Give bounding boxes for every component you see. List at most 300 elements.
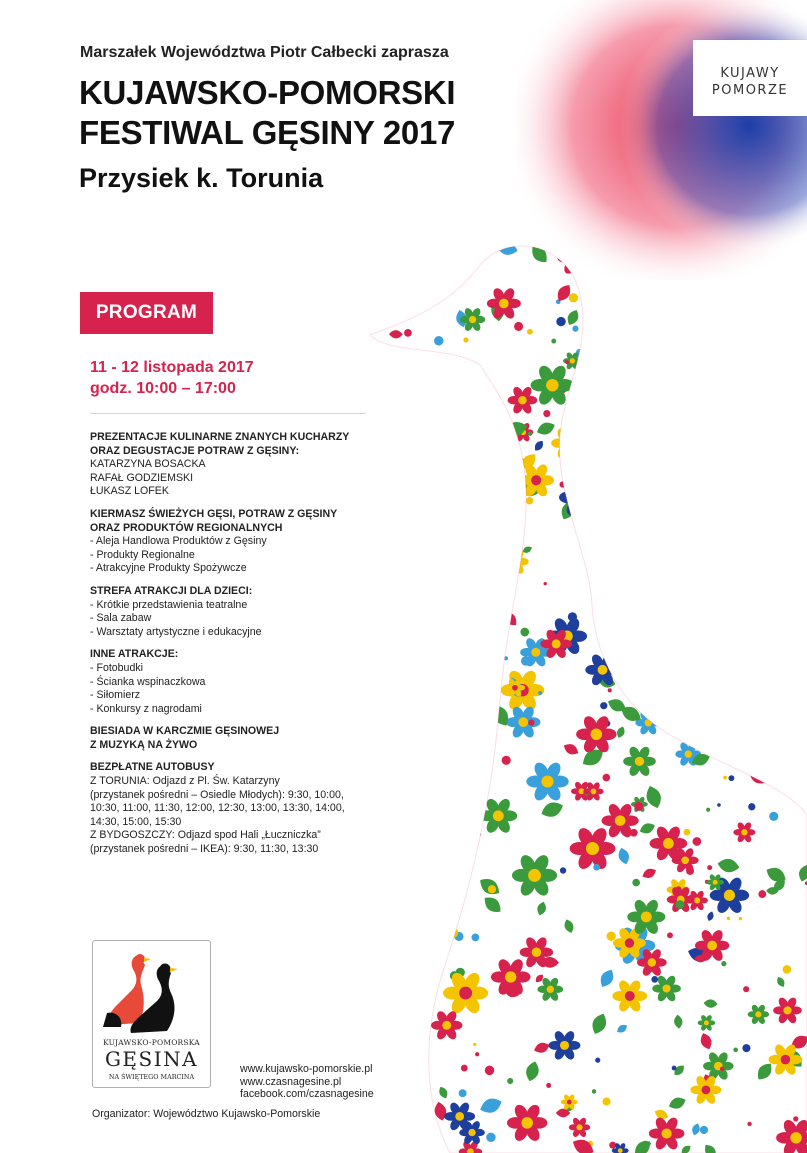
folk-dot-icon — [459, 1089, 467, 1097]
folk-dot-icon — [416, 549, 420, 553]
folk-leaf-icon — [626, 261, 645, 282]
folk-flower-icon — [415, 239, 450, 274]
folk-flower-icon — [612, 978, 647, 1013]
folk-flower-icon — [487, 286, 521, 320]
folk-flower-icon — [384, 910, 408, 935]
folk-flower-icon — [460, 307, 485, 333]
folk-dot-icon — [502, 756, 511, 765]
folk-dot-icon — [789, 712, 795, 718]
folk-flower-icon — [693, 475, 727, 510]
folk-leaf-icon — [702, 1142, 719, 1153]
folk-dot-icon — [707, 865, 712, 870]
folk-leaf-icon — [437, 1085, 450, 1100]
folk-dot-icon — [761, 767, 767, 773]
folk-leaf-icon — [478, 1095, 504, 1116]
folk-dot-icon — [637, 321, 642, 326]
program-item: - Siłomierz — [90, 689, 141, 702]
folk-dot-icon — [330, 513, 336, 523]
folk-flower-icon — [429, 489, 451, 511]
folk-dot-icon — [690, 454, 699, 463]
folk-leaf-icon — [764, 365, 775, 382]
logo-line-1: KUJAWY — [720, 66, 780, 81]
folk-dot-icon — [651, 976, 658, 983]
folk-leaf-icon — [393, 529, 404, 542]
program-section-heading: Z MUZYKĄ NA ŻYWO — [90, 738, 198, 751]
folk-flower-icon — [557, 239, 593, 275]
folk-leaf-icon — [330, 801, 332, 813]
program-item: - Krótkie przedstawienia teatralne — [90, 598, 248, 611]
folk-dot-icon — [391, 1017, 397, 1023]
program-badge: PROGRAM — [80, 292, 213, 334]
folk-leaf-icon — [481, 893, 505, 916]
folk-dot-icon — [514, 322, 523, 331]
program-section-heading: KIERMASZ ŚWIEŻYCH GĘSI, POTRAW Z GĘSINY — [90, 507, 338, 520]
folk-dot-icon — [723, 776, 727, 780]
folk-flower-icon — [567, 225, 587, 245]
folk-dot-icon — [410, 1028, 418, 1036]
folk-leaf-icon — [675, 600, 700, 619]
folk-leaf-icon — [343, 258, 352, 273]
folk-dot-icon — [429, 530, 433, 534]
folk-dot-icon — [728, 775, 734, 781]
folk-dot-icon — [694, 739, 703, 748]
program-item: Z BYDGOSZCZY: Odjazd spod Hali „Łuczniczka” — [90, 829, 321, 842]
folk-leaf-icon — [453, 515, 470, 535]
folk-dot-icon — [747, 1122, 751, 1126]
folk-dot-icon — [793, 1116, 798, 1121]
folk-leaf-icon — [771, 517, 782, 526]
folk-dot-icon — [543, 410, 550, 417]
folk-dot-icon — [470, 607, 476, 613]
folk-dot-icon — [387, 392, 392, 397]
folk-dot-icon — [733, 1048, 738, 1053]
folk-dot-icon — [613, 420, 622, 429]
folk-dot-icon — [738, 664, 747, 673]
folk-flower-icon — [376, 445, 414, 484]
folk-flower-icon — [685, 656, 705, 676]
folk-leaf-icon — [716, 857, 740, 874]
folk-dot-icon — [739, 632, 744, 637]
folk-leaf-icon — [359, 286, 371, 296]
folk-dot-icon — [619, 269, 624, 274]
folk-leaf-icon — [779, 470, 793, 484]
folk-dot-icon — [419, 604, 426, 611]
gesina-logo-line-3: NA ŚWIĘTEGO MARCINA — [108, 1073, 195, 1081]
folk-leaf-icon — [638, 821, 657, 836]
folk-dot-icon — [560, 867, 566, 873]
folk-dot-icon — [700, 1126, 708, 1134]
folk-flower-icon — [507, 1103, 547, 1144]
folk-flower-icon — [380, 355, 403, 379]
folk-leaf-icon — [437, 225, 461, 237]
folk-dot-icon — [405, 225, 414, 232]
folk-dot-icon — [706, 808, 710, 812]
folk-flower-icon — [778, 432, 801, 456]
folk-leaf-icon — [330, 600, 337, 614]
folk-dot-icon — [678, 645, 685, 652]
folk-dot-icon — [593, 864, 600, 871]
folk-flower-icon — [752, 236, 783, 267]
folk-dot-icon — [700, 411, 706, 417]
folk-leaf-icon — [632, 570, 642, 583]
folk-leaf-icon — [338, 838, 350, 849]
folk-dot-icon — [676, 370, 683, 377]
program-item: (przystanek pośredni – IKEA): 9:30, 11:30, 13:30 — [90, 843, 319, 856]
folk-leaf-icon — [583, 306, 595, 320]
folk-dot-icon — [733, 252, 738, 257]
folk-leaf-icon — [434, 589, 454, 614]
program-item: - Ścianka wspinaczkowa — [90, 675, 206, 688]
folk-leaf-icon — [565, 308, 582, 328]
folk-leaf-icon — [643, 784, 664, 811]
festival-date: 11 - 12 listopada 2017 — [90, 359, 254, 376]
folk-leaf-icon — [609, 272, 626, 287]
folk-leaf-icon — [600, 349, 611, 363]
folk-leaf-icon — [385, 657, 409, 681]
program-item: (przystanek pośredni – Osiedle Młodych): 9:30, 10:00, — [90, 788, 344, 801]
folk-flower-icon — [374, 538, 393, 557]
folk-flower-icon — [368, 928, 396, 956]
folk-leaf-icon — [709, 533, 725, 546]
folk-dot-icon — [715, 742, 723, 750]
folk-flower-icon — [443, 970, 488, 1015]
folk-leaf-icon — [706, 910, 715, 921]
program-item: ŁUKASZ LOFEK — [90, 485, 169, 498]
folk-dot-icon — [427, 284, 435, 292]
folk-leaf-icon — [703, 999, 718, 1008]
program-item: - Warsztaty artystyczne i edukacyjne — [90, 625, 262, 638]
folk-dot-icon — [598, 433, 603, 438]
folk-flower-icon — [769, 297, 790, 318]
folk-leaf-icon — [723, 725, 745, 741]
folk-flower-icon — [422, 628, 451, 657]
folk-flower-icon — [750, 333, 785, 369]
folk-flower-icon — [771, 507, 807, 552]
folk-flower-icon — [360, 638, 385, 664]
folk-dot-icon — [422, 510, 427, 515]
folk-leaf-icon — [435, 541, 454, 555]
folk-flower-icon — [720, 288, 739, 307]
folk-leaf-icon — [427, 263, 446, 276]
folk-flower-icon — [426, 459, 446, 479]
folk-dot-icon — [356, 1016, 364, 1024]
folk-flower-icon — [386, 1021, 421, 1056]
folk-leaf-icon — [357, 831, 371, 847]
folk-leaf-icon — [407, 479, 418, 492]
folk-flower-icon — [408, 1007, 426, 1025]
folk-dot-icon — [607, 932, 616, 941]
folk-leaf-icon — [685, 566, 703, 581]
folk-dot-icon — [620, 310, 624, 314]
folk-dot-icon — [619, 262, 624, 267]
folk-leaf-icon — [399, 843, 419, 863]
folk-dot-icon — [377, 672, 383, 678]
folk-leaf-icon — [641, 866, 658, 880]
link-website[interactable]: www.kujawsko-pomorskie.pl — [240, 1063, 373, 1075]
folk-dot-icon — [575, 397, 579, 401]
folk-dot-icon — [465, 584, 469, 588]
folk-flower-icon — [508, 385, 538, 415]
program-item: KATARZYNA BOSACKA — [90, 458, 206, 471]
folk-leaf-icon — [623, 449, 647, 475]
folk-leaf-icon — [536, 901, 548, 917]
folk-leaf-icon — [414, 908, 434, 929]
folk-dot-icon — [693, 837, 702, 846]
folk-dot-icon — [551, 339, 556, 344]
folk-leaf-icon — [623, 584, 642, 600]
folk-leaf-icon — [624, 474, 638, 489]
folk-flower-icon — [737, 663, 756, 683]
folk-flower-icon — [584, 225, 629, 264]
folk-flower-icon — [653, 396, 675, 419]
folk-dot-icon — [461, 1065, 468, 1072]
folk-dot-icon — [600, 702, 607, 709]
folk-leaf-icon — [720, 598, 733, 615]
folk-flower-icon — [576, 714, 616, 755]
folk-dot-icon — [488, 885, 496, 893]
folk-dot-icon — [581, 346, 588, 353]
folk-dot-icon — [330, 759, 334, 763]
folk-dot-icon — [422, 803, 428, 809]
folk-leaf-icon — [676, 489, 688, 502]
folk-dot-icon — [623, 669, 626, 672]
folk-dot-icon — [342, 1006, 346, 1010]
folk-dot-icon — [661, 627, 667, 633]
folk-leaf-icon — [449, 868, 463, 882]
folk-leaf-icon — [616, 846, 631, 865]
folk-leaf-icon — [340, 277, 361, 296]
folk-dot-icon — [616, 596, 620, 600]
folk-dot-icon — [528, 431, 532, 435]
folk-flower-icon — [745, 436, 767, 458]
folk-flower-icon — [358, 696, 402, 740]
folk-leaf-icon — [797, 863, 807, 883]
folk-dot-icon — [710, 621, 718, 629]
folk-dot-icon — [717, 803, 721, 807]
folk-dot-icon — [742, 550, 750, 558]
folk-flower-icon — [393, 352, 414, 373]
folk-flower-icon — [701, 705, 732, 736]
folk-dot-icon — [632, 243, 640, 251]
gesina-logo — [92, 940, 211, 1088]
program-section-heading: PREZENTACJE KULINARNE ZNANYCH KUCHARZY — [90, 431, 350, 443]
folk-leaf-icon — [698, 1031, 714, 1051]
folk-dot-icon — [748, 803, 755, 810]
folk-flower-icon — [414, 884, 443, 913]
folk-dot-icon — [331, 924, 336, 929]
folk-dot-icon — [568, 612, 577, 621]
folk-flower-icon — [431, 1009, 462, 1041]
program-section-heading: INNE ATRAKCJE: — [90, 648, 179, 661]
folk-dot-icon — [711, 560, 717, 566]
folk-dot-icon — [375, 543, 382, 550]
folk-flower-icon — [712, 293, 751, 332]
link-czasnagesine[interactable]: www.czasnagesine.pl — [240, 1075, 342, 1088]
folk-flower-icon — [749, 748, 779, 778]
folk-dot-icon — [463, 337, 468, 342]
folk-dot-icon — [363, 1125, 369, 1131]
folk-leaf-icon — [357, 240, 366, 252]
folk-dot-icon — [471, 622, 480, 631]
folk-dot-icon — [432, 954, 437, 959]
program-section-heading: ORAZ PRODUKTÓW REGIONALNYCH — [90, 521, 283, 534]
folk-goose-illustration — [330, 225, 807, 1153]
folk-dot-icon — [446, 825, 452, 831]
folk-dot-icon — [384, 809, 388, 813]
folk-flower-icon — [667, 535, 701, 569]
folk-dot-icon — [421, 947, 428, 954]
folk-leaf-icon — [673, 1014, 683, 1029]
folk-dot-icon — [758, 890, 766, 898]
folk-dot-icon — [371, 903, 379, 911]
folk-dot-icon — [379, 499, 388, 508]
folk-leaf-icon — [652, 374, 668, 386]
folk-flower-icon — [452, 830, 475, 853]
folk-leaf-icon — [458, 390, 469, 402]
folk-dot-icon — [401, 373, 409, 381]
folk-flower-icon — [491, 447, 512, 468]
folk-dot-icon — [386, 584, 393, 591]
folk-dot-icon — [727, 917, 730, 920]
folk-flower-icon — [373, 623, 402, 652]
program-item: RAFAŁ GODZIEMSKI — [90, 471, 194, 484]
folk-leaf-icon — [495, 240, 519, 257]
folk-dot-icon — [693, 400, 700, 407]
folk-dot-icon — [595, 1058, 600, 1063]
folk-dot-icon — [723, 376, 729, 382]
folk-leaf-icon — [380, 660, 397, 681]
invite-line: Marszałek Województwa Piotr Całbecki zaprasza — [80, 44, 449, 61]
folk-dot-icon — [438, 908, 445, 915]
folk-leaf-icon — [727, 641, 742, 656]
folk-dot-icon — [369, 1141, 376, 1148]
folk-dot-icon — [389, 523, 396, 530]
folk-flower-icon — [350, 573, 376, 599]
folk-leaf-icon — [385, 680, 403, 699]
folk-leaf-icon — [362, 988, 382, 1008]
folk-dot-icon — [585, 536, 590, 541]
folk-flower-icon — [569, 1117, 590, 1139]
folk-flower-icon — [441, 788, 464, 811]
folk-dot-icon — [607, 302, 611, 306]
goose-outline — [370, 246, 807, 1153]
folk-flower-icon — [506, 705, 540, 740]
festival-hours: godz. 10:00 – 17:00 — [90, 380, 236, 397]
folk-dot-icon — [720, 1067, 724, 1071]
folk-leaf-icon — [597, 967, 617, 990]
program-section-heading: BEZPŁATNE AUTOBUSY — [90, 761, 215, 774]
folk-dot-icon — [350, 842, 356, 848]
folk-dot-icon — [367, 376, 375, 384]
folk-dot-icon — [717, 418, 723, 424]
folk-flower-icon — [384, 759, 425, 800]
folk-dot-icon — [667, 932, 673, 938]
folk-dot-icon — [486, 1133, 495, 1142]
folk-dot-icon — [616, 605, 619, 608]
folk-leaf-icon — [797, 608, 807, 631]
festival-place: Przysiek k. Torunia — [79, 163, 324, 193]
folk-dot-icon — [337, 1016, 341, 1020]
folk-flower-icon — [698, 1014, 715, 1032]
folk-flower-icon — [526, 760, 568, 803]
folk-dot-icon — [434, 336, 444, 346]
folk-dot-icon — [736, 491, 742, 497]
program-section-heading: ORAZ DEGUSTACJE POTRAW Z GĘSINY: — [90, 444, 300, 457]
folk-dot-icon — [521, 656, 530, 665]
program-item: 14:30, 15:00, 15:30 — [90, 815, 182, 828]
folk-leaf-icon — [359, 374, 375, 392]
folk-dot-icon — [527, 329, 533, 335]
folk-flower-icon — [330, 1029, 352, 1061]
folk-dot-icon — [643, 685, 649, 691]
folk-dot-icon — [398, 1126, 402, 1130]
folk-dot-icon — [779, 527, 787, 535]
folk-dot-icon — [442, 696, 450, 704]
folk-flower-icon — [398, 938, 436, 976]
folk-leaf-icon — [696, 431, 718, 446]
folk-leaf-icon — [444, 436, 458, 453]
folk-leaf-icon — [667, 1095, 688, 1111]
folk-dot-icon — [672, 1066, 677, 1071]
organizer: Organizator: Województwo Kujawsko-Pomorskie — [92, 1108, 321, 1120]
folk-leaf-icon — [344, 891, 358, 907]
folk-flower-icon — [416, 911, 459, 954]
folk-dot-icon — [462, 688, 470, 696]
link-facebook[interactable]: facebook.com/czasnagesine — [240, 1088, 374, 1101]
folk-leaf-icon — [381, 810, 400, 823]
folk-leaf-icon — [775, 975, 787, 988]
folk-dot-icon — [592, 1089, 596, 1093]
folk-dot-icon — [581, 420, 589, 428]
folk-flower-icon — [330, 946, 356, 982]
folk-dot-icon — [712, 620, 716, 624]
folk-leaf-icon — [389, 330, 403, 339]
folk-dot-icon — [711, 661, 715, 665]
folk-dot-icon — [572, 326, 578, 332]
folk-dot-icon — [743, 986, 749, 992]
folk-leaf-icon — [686, 540, 710, 564]
folk-leaf-icon — [410, 1012, 418, 1025]
folk-dot-icon — [716, 648, 724, 656]
folk-flower-icon — [687, 455, 731, 500]
folk-flower-icon — [630, 665, 661, 696]
folk-dot-icon — [395, 891, 401, 897]
folk-flower-icon — [739, 487, 783, 531]
folk-dot-icon — [626, 659, 634, 667]
folk-flower-icon — [386, 845, 410, 869]
folk-dot-icon — [455, 229, 461, 235]
folk-leaf-icon — [480, 502, 502, 529]
folk-dot-icon — [361, 372, 366, 377]
folk-dot-icon — [544, 582, 547, 585]
folk-flower-icon — [539, 225, 558, 238]
folk-dot-icon — [372, 586, 376, 590]
folk-leaf-icon — [584, 448, 601, 469]
logo-line-2: POMORZE — [711, 83, 789, 98]
folk-dot-icon — [742, 607, 746, 611]
folk-leaf-icon — [689, 595, 713, 620]
folk-leaf-icon — [680, 1143, 693, 1153]
folk-dot-icon — [438, 700, 447, 709]
folk-dot-icon — [783, 965, 792, 974]
folk-leaf-icon — [661, 457, 685, 478]
folk-flower-icon — [429, 692, 463, 726]
folk-leaf-icon — [691, 1122, 702, 1136]
folk-dot-icon — [707, 345, 715, 353]
folk-flower-icon — [393, 627, 438, 673]
program-item: - Fotobudki — [90, 661, 143, 674]
folk-leaf-icon — [671, 474, 698, 500]
